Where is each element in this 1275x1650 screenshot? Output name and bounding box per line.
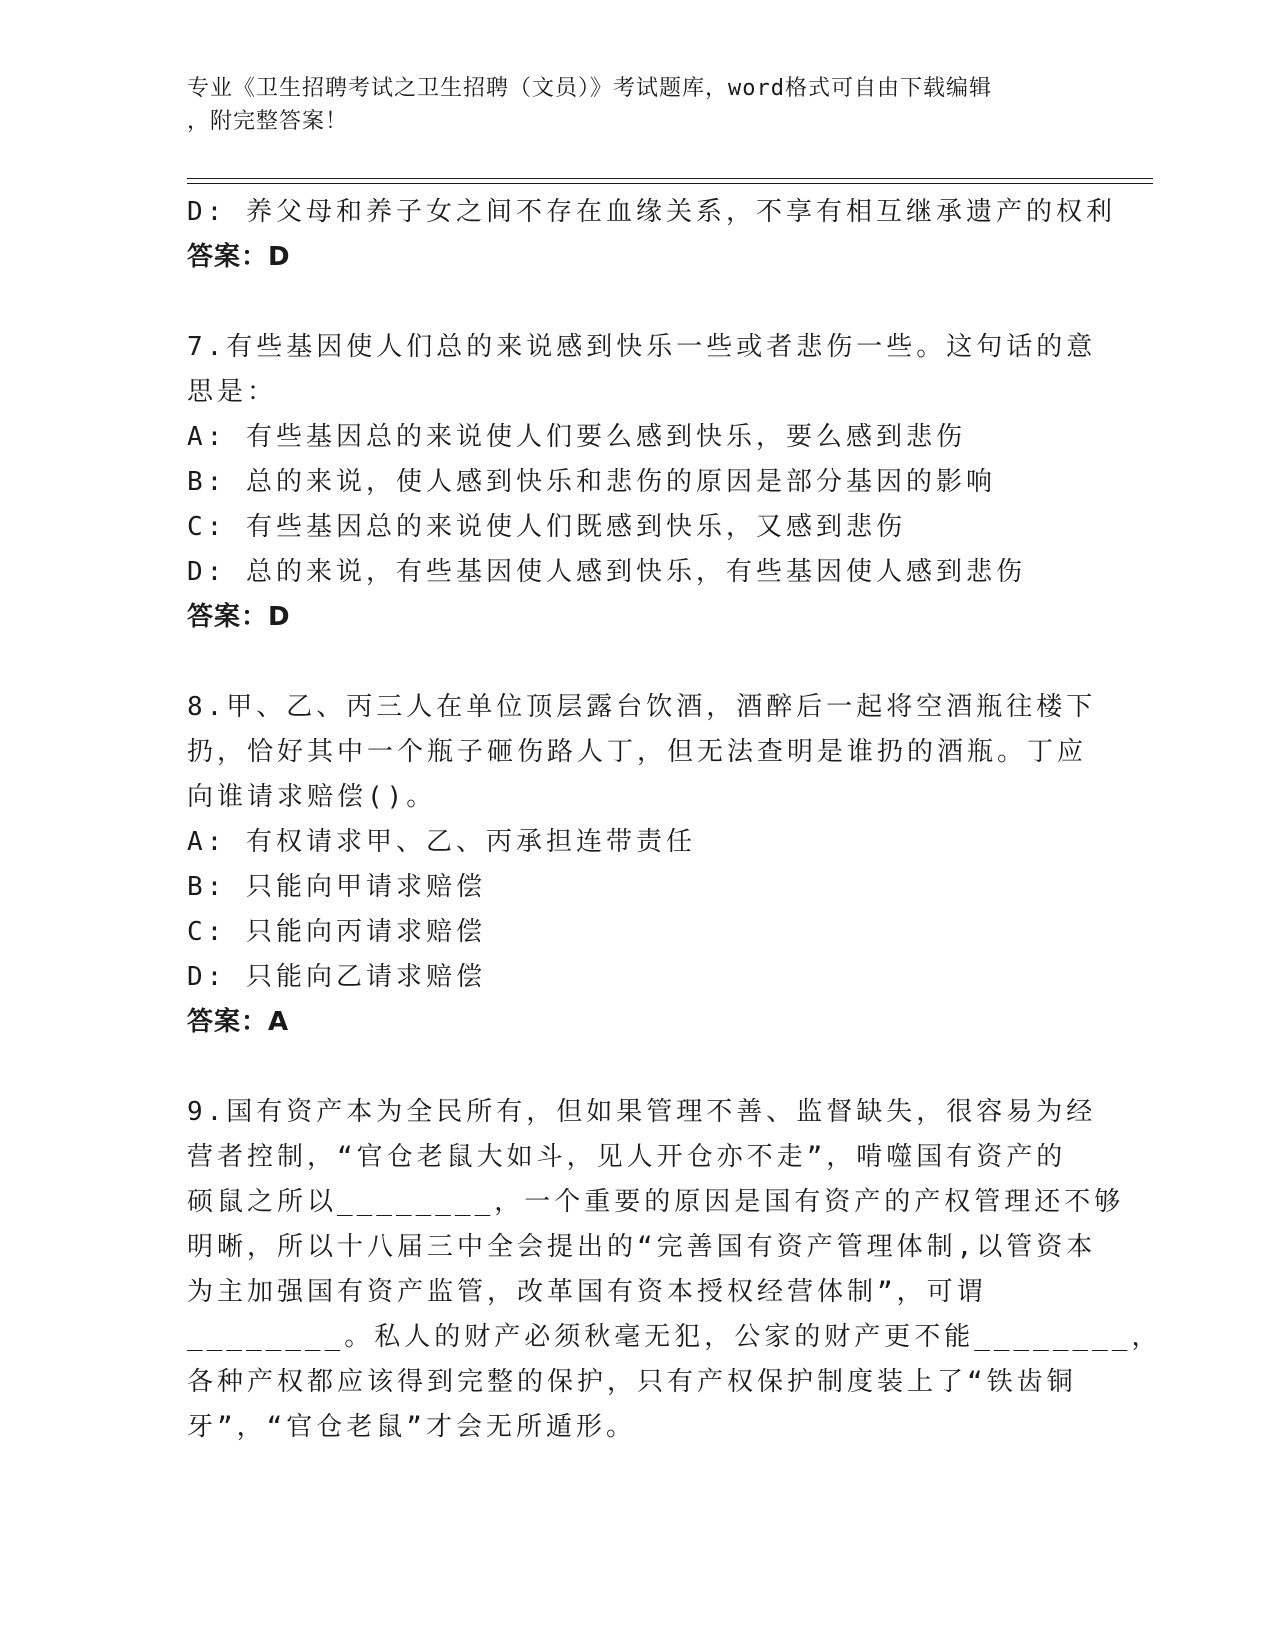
question-list bbox=[187, 190, 1162, 1450]
question-stem: 牙”，“官仓老鼠”才会无所遁形。 bbox=[187, 1412, 636, 1442]
header-divider-bottom bbox=[187, 183, 1153, 184]
option-a: A: 有权请求甲、乙、丙承担连带责任 bbox=[187, 827, 696, 857]
answer-label: 答案：D bbox=[187, 602, 291, 632]
option-d: D: 总的来说，有些基因使人感到快乐，有些基因使人感到悲伤 bbox=[187, 557, 1026, 587]
question-9 bbox=[187, 1090, 1162, 1450]
question-stem: 9.国有资产本为全民所有，但如果管理不善、监督缺失，很容易为经 bbox=[187, 1097, 1097, 1127]
page-header bbox=[187, 72, 1087, 138]
header-divider-top bbox=[187, 178, 1153, 179]
question-stem: 向谁请求赔偿()。 bbox=[187, 782, 437, 812]
question-6-tail bbox=[187, 190, 1116, 280]
question-stem: ________。私人的财产必须秋毫无犯，公家的财产更不能________， bbox=[187, 1322, 1162, 1352]
spacer bbox=[187, 280, 1077, 325]
option-c: C: 有些基因总的来说使人们既感到快乐，又感到悲伤 bbox=[187, 512, 906, 542]
spacer bbox=[187, 1045, 1077, 1090]
question-stem: 为主加强国有资产监管，改革国有资本授权经营体制”，可谓 bbox=[187, 1277, 987, 1307]
option-d: D: 只能向乙请求赔偿 bbox=[187, 962, 486, 992]
header-title-line1: 专业《卫生招聘考试之卫生招聘（文员）》考试题库，word格式可自由下载编辑 bbox=[187, 76, 992, 101]
option-b: B: 总的来说，使人感到快乐和悲伤的原因是部分基因的影响 bbox=[187, 467, 996, 497]
question-stem: 思是： bbox=[187, 377, 278, 407]
option-b: B: 只能向甲请求赔偿 bbox=[187, 872, 486, 902]
spacer bbox=[187, 640, 1077, 685]
option-c: C: 只能向丙请求赔偿 bbox=[187, 917, 486, 947]
question-stem: 明晰，所以十八届三中全会提出的“完善国有资产管理体制,以管资本 bbox=[187, 1232, 1097, 1262]
answer-label: 答案：A bbox=[187, 1007, 290, 1037]
answer-label: 答案：D bbox=[187, 242, 291, 272]
question-stem: 8.甲、乙、丙三人在单位顶层露台饮酒，酒醉后一起将空酒瓶往楼下 bbox=[187, 692, 1097, 722]
question-stem: 硕鼠之所以________，一个重要的原因是国有资产的产权管理还不够 bbox=[187, 1187, 1125, 1217]
header-title-line2: ，附完整答案！ bbox=[187, 109, 349, 134]
question-8 bbox=[187, 685, 1097, 1045]
question-stem: 7.有些基因使人们总的来说感到快乐一些或者悲伤一些。这句话的意 bbox=[187, 332, 1097, 362]
option-d: D: 养父母和养子女之间不存在血缘关系，不享有相互继承遗产的权利 bbox=[187, 197, 1116, 227]
question-stem: 营者控制，“官仓老鼠大如斗，见人开仓亦不走”，啃噬国有资产的 bbox=[187, 1142, 1067, 1172]
option-a: A: 有些基因总的来说使人们要么感到快乐，要么感到悲伤 bbox=[187, 422, 966, 452]
question-7 bbox=[187, 325, 1097, 640]
question-stem: 扔，恰好其中一个瓶子砸伤路人丁，但无法查明是谁扔的酒瓶。丁应 bbox=[187, 737, 1088, 767]
question-stem: 各种产权都应该得到完整的保护，只有产权保护制度装上了“铁齿铜 bbox=[187, 1367, 1077, 1397]
